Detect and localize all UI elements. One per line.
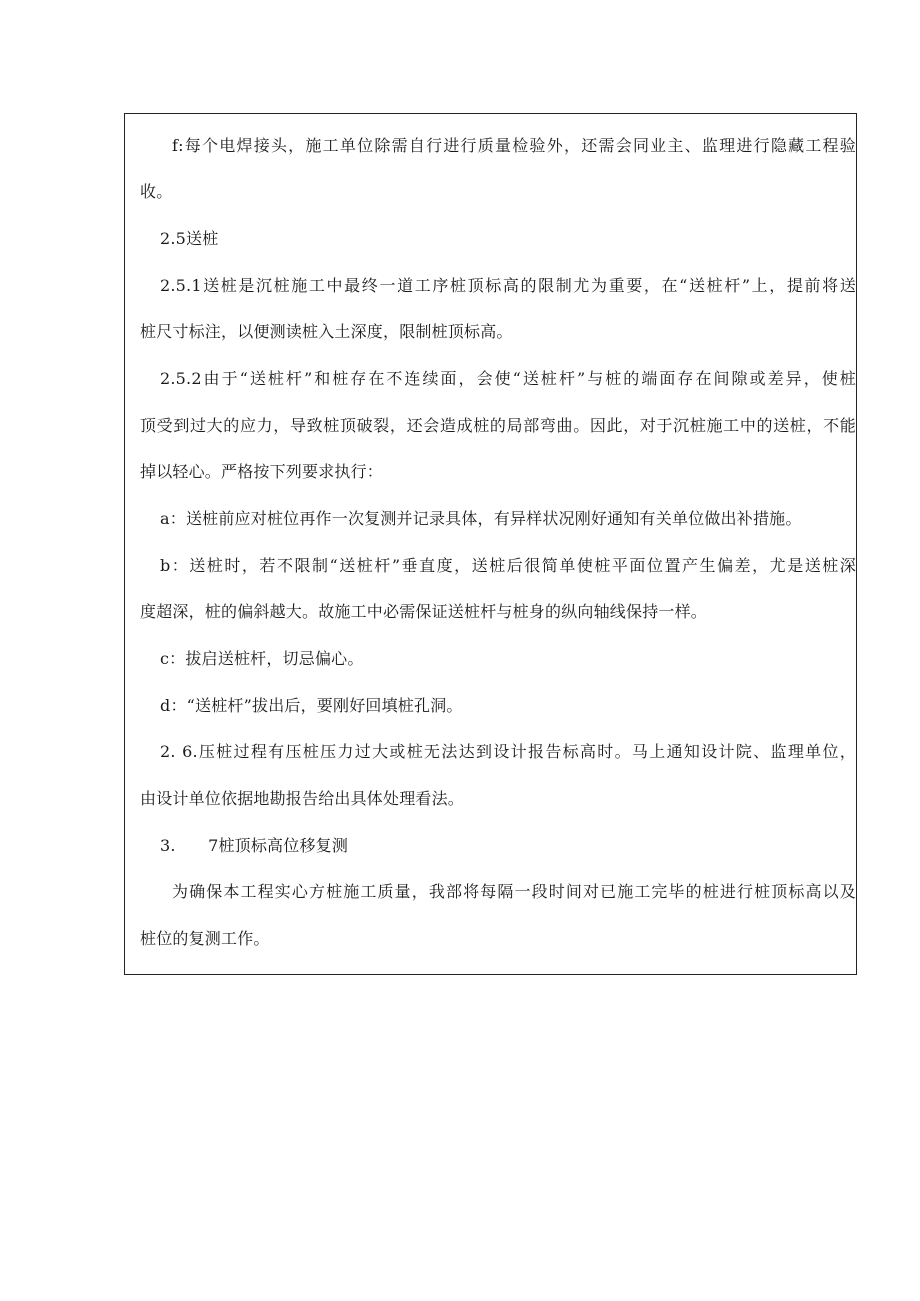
paragraph-2-6-line-1: 2. 6.压桩过程有压桩压力过大或桩无法达到设计报告标高时。马上通知设计院、监理单位， <box>160 742 856 761</box>
paragraph-2-5-2-line-3: 掉以轻心。严格按下列要求执行： <box>140 462 384 481</box>
paragraph-final-line-1: 为确保本工程实心方桩施工质量，我部将每隔一段时间对已施工完毕的桩进行桩顶标高以及 <box>172 882 856 901</box>
heading-3-7: 3. 7桩顶标高位移复测 <box>160 836 349 855</box>
list-item-d: d：“送桩杆”拔出后，要刚好回填桩孔洞。 <box>160 696 463 715</box>
paragraph-final-line-2: 桩位的复测工作。 <box>140 929 270 948</box>
paragraph-2-5-2-line-2: 顶受到过大的应力，导致桩顶破裂，还会造成桩的局部弯曲。因此，对于沉桩施工中的送桩，不能 <box>140 416 856 435</box>
paragraph-f-line-2: 收。 <box>140 182 173 201</box>
paragraph-2-6-line-2: 由设计单位依据地勘报告给出具体处理看法。 <box>140 789 465 808</box>
paragraph-2-5-1-line-2: 桩尺寸标注，以便测读桩入土深度，限制桩顶标高。 <box>140 322 513 341</box>
paragraph-2-5-1-line-1: 2.5.1送桩是沉桩施工中最终一道工序桩顶标高的限制尤为重要，在“送桩杆”上，提前将送 <box>160 276 856 295</box>
list-item-b-line-2: 度超深，桩的偏斜越大。故施工中必需保证送桩杆与桩身的纵向轴线保持一样。 <box>140 602 708 621</box>
paragraph-2-5-2-line-1: 2.5.2由于“送桩杆”和桩存在不连续面，会使“送桩杆”与桩的端面存在间隙或差异，使桩 <box>160 369 856 388</box>
list-item-b-line-1: b：送桩时，若不限制“送桩杆”垂直度，送桩后很简单使桩平面位置产生偏差，尤是送桩深 <box>160 556 856 575</box>
list-item-c: c：拔启送桩杆，切忌偏心。 <box>160 649 364 668</box>
list-item-a: a：送桩前应对桩位再作一次复测并记录具体，有异样状况刚好通知有关单位做出补措施。 <box>160 509 802 528</box>
paragraph-f-line-1: f:每个电焊接头，施工单位除需自行进行质量检验外，还需会同业主、监理进行隐藏工程验 <box>172 136 856 155</box>
heading-2-5: 2.5送桩 <box>160 229 219 248</box>
